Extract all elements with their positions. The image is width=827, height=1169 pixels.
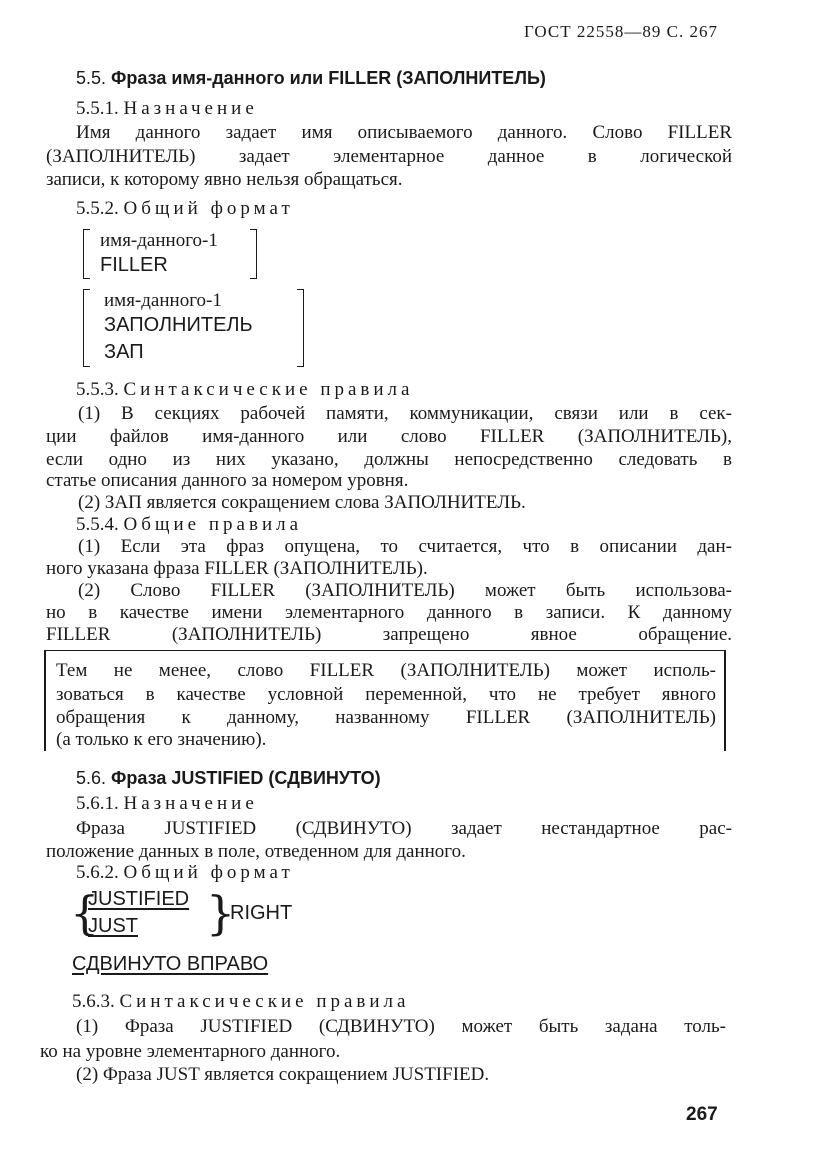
subsection-label: Общие правила bbox=[123, 514, 303, 535]
paragraph-line: статье описания данного за номером уровня. bbox=[46, 470, 409, 491]
format-option: ЗАП bbox=[104, 341, 144, 363]
paragraph-line: (2) Слово FILLER (ЗАПОЛНИТЕЛЬ) может быть использова- bbox=[78, 580, 732, 601]
subsection-label: Общий формат bbox=[123, 198, 294, 219]
subsection-number: 5.5.2. bbox=[76, 198, 119, 219]
subsection-label: Назначение bbox=[123, 793, 258, 814]
subsection-5-5-3-heading bbox=[76, 379, 413, 401]
running-header: ГОСТ 22558—89 С. 267 bbox=[524, 22, 718, 41]
subsection-label: Назначение bbox=[123, 98, 258, 119]
note-line: Тем не менее, слово FILLER (ЗАПОЛНИТЕЛЬ) может исполь- bbox=[56, 660, 716, 681]
note-line: (а только к его значению). bbox=[56, 729, 267, 750]
paragraph-line: Имя данного задает имя описываемого данного. Слово FILLER bbox=[76, 122, 732, 143]
paragraph-line: (2) ЗАП является сокращением слова ЗАПОЛНИТЕЛЬ. bbox=[78, 492, 526, 513]
subsection-label: Общий формат bbox=[123, 862, 294, 883]
paragraph-line: ко на уровне элементарного данного. bbox=[40, 1041, 341, 1062]
subsection-5-5-1-heading bbox=[76, 98, 258, 120]
page-number: 267 bbox=[686, 1104, 718, 1125]
format-option-just: JUST bbox=[88, 915, 138, 937]
paragraph-line: но в качестве имени элементарного данного в записи. К данному bbox=[46, 602, 732, 623]
format-option: ЗАПОЛНИТЕЛЬ bbox=[104, 314, 253, 336]
paragraph-line: если одно из них указано, должны непосредственно следовать в bbox=[46, 449, 732, 470]
format-keyword-right: RIGHT bbox=[230, 902, 293, 924]
left-bracket bbox=[83, 289, 90, 367]
paragraph-line: (2) Фраза JUST является сокращением JUSTIFIED. bbox=[76, 1064, 490, 1085]
format-option: имя-данного-1 bbox=[100, 230, 218, 251]
subsection-5-5-4-heading bbox=[76, 514, 302, 536]
section-number: 5.6. bbox=[76, 768, 107, 788]
subsection-number: 5.5.1. bbox=[76, 98, 119, 119]
subsection-label: Синтаксические правила bbox=[119, 991, 410, 1012]
paragraph-line: Фраза JUSTIFIED (СДВИНУТО) задает нестандартное рас- bbox=[76, 818, 732, 839]
section-5-6-heading bbox=[76, 768, 381, 789]
paragraph-line: ции файлов имя-данного или слово FILLER (ЗАПОЛНИТЕЛЬ), bbox=[46, 426, 732, 447]
subsection-number: 5.5.3. bbox=[76, 379, 119, 400]
paragraph-line: положение данных в поле, отведенном для данного. bbox=[46, 841, 466, 862]
paragraph-line: FILLER (ЗАПОЛНИТЕЛЬ) запрещено явное обращение. bbox=[46, 624, 732, 645]
left-brace: { bbox=[70, 886, 100, 940]
subsection-number: 5.6.3. bbox=[72, 991, 115, 1012]
paragraph-line: записи, к которому явно нельзя обращаться. bbox=[46, 169, 403, 190]
subsection-label: Синтаксические правила bbox=[123, 379, 414, 400]
right-brace: } bbox=[206, 886, 236, 940]
subsection-number: 5.5.4. bbox=[76, 514, 119, 535]
section-number: 5.5. bbox=[76, 68, 107, 88]
subsection-5-6-2-heading bbox=[76, 862, 294, 884]
format-option: FILLER bbox=[100, 254, 168, 276]
subsection-5-6-3-heading bbox=[72, 991, 409, 1013]
subsection-number: 5.6.2. bbox=[76, 862, 119, 883]
subsection-5-6-1-heading bbox=[76, 793, 258, 815]
note-line: обращения к данному, названному FILLER (ЗАПОЛНИТЕЛЬ) bbox=[56, 707, 716, 728]
subsection-5-5-2-heading bbox=[76, 198, 294, 220]
format-russian-equivalent: СДВИНУТО ВПРАВО bbox=[72, 953, 269, 975]
section-5-5-heading bbox=[76, 68, 546, 89]
paragraph-line: (ЗАПОЛНИТЕЛЬ) задает элементарное данное в логической bbox=[46, 146, 732, 167]
paragraph-line: (1) В секциях рабочей памяти, коммуникации, связи или в сек- bbox=[78, 403, 732, 424]
paragraph-line: (1) Фраза JUSTIFIED (СДВИНУТО) может быть задана толь- bbox=[76, 1016, 726, 1037]
right-bracket bbox=[250, 229, 257, 279]
section-title: Фраза имя-данного или FILLER (ЗАПОЛНИТЕЛЬ) bbox=[111, 68, 546, 88]
subsection-number: 5.6.1. bbox=[76, 793, 119, 814]
note-line: зоваться в качестве условной переменной, что не требует явного bbox=[56, 684, 716, 705]
section-title: Фраза JUSTIFIED (СДВИНУТО) bbox=[111, 768, 381, 788]
left-bracket bbox=[83, 229, 90, 279]
paragraph-line: (1) Если эта фраз опущена, то считается, что в описании дан- bbox=[78, 536, 732, 557]
right-bracket bbox=[297, 289, 304, 367]
format-option-justified: JUSTIFIED bbox=[88, 888, 190, 910]
format-option: имя-данного-1 bbox=[104, 290, 222, 311]
paragraph-line: ного указана фраза FILLER (ЗАПОЛНИТЕЛЬ). bbox=[46, 558, 428, 579]
